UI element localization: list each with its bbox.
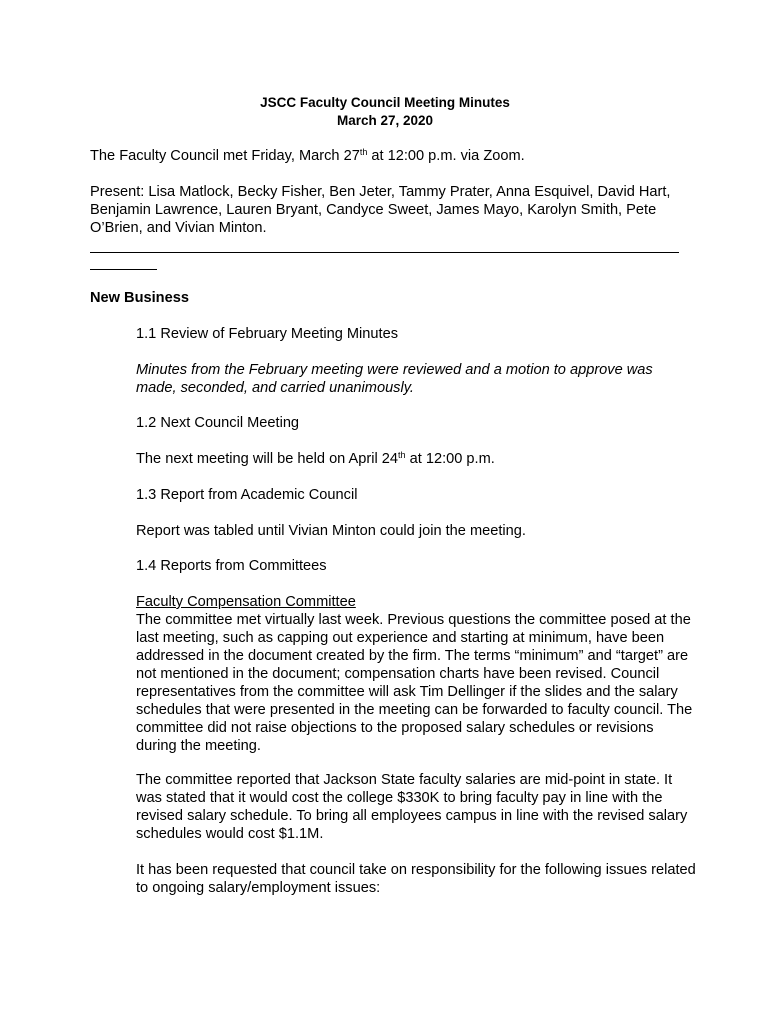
separator-line xyxy=(90,252,679,253)
item-1-3-heading: 1.3 Report from Academic Council xyxy=(136,487,358,503)
next-meeting-time: at 12:00 p.m. xyxy=(405,451,495,467)
next-meeting-ordinal: th xyxy=(398,450,406,460)
committee-report: The committee met virtually last week. Previous questions the committee posed at the last meeting, such as capping out experience and starting at minimum, have been addressed in the document created by the firm. The terms “minimum” and “target” are not mentioned in the document; compensation charts have been revised. Council representatives from the committee will ask Tim Dellinger if the slides and the salary schedules that were presented in the meeting can be forwarded to faculty council. The committee did not raise objections to the proposed salary schedules or revisions during the meeting. xyxy=(136,612,693,754)
item-1-4-heading: 1.4 Reports from Committees xyxy=(136,558,327,574)
item-1-2-heading: 1.2 Next Council Meeting xyxy=(136,415,300,431)
salaries-report: The committee reported that Jackson State faculty salaries are mid-point in state. It was stated that it would cost the college $330K to bring faculty pay in line with the revised salary schedule. To bring all employees campus in line with the revised salary schedules would cost $1.1M. xyxy=(136,772,688,842)
meeting-date: March 27, 2020 xyxy=(336,113,434,128)
item-1-1-heading: 1.1 Review of February Meeting Minutes xyxy=(136,326,398,342)
committee-section xyxy=(136,593,696,755)
attendance-list: Present: Lisa Matlock, Becky Fisher, Ben Jeter, Tammy Prater, Anna Esquivel, David Hart, Benjamin Lawrence, Lauren Bryant, Candyce Sweet, James Mayo, Karolyn Smith, Pete O’Brien, and Vivian Minton. xyxy=(90,184,671,236)
meeting-intro-text: The Faculty Council met Friday, March 27 xyxy=(90,148,360,164)
item-1-2-body xyxy=(136,450,696,468)
meeting-intro-ordinal: th xyxy=(359,147,368,157)
document-title: JSCC Faculty Council Meeting Minutes xyxy=(260,95,510,110)
new-business-heading: New Business xyxy=(90,290,189,306)
item-1-3-body: Report was tabled until Vivian Minton could join the meeting. xyxy=(136,523,526,539)
meeting-intro-time: at 12:00 p.m. via Zoom. xyxy=(367,148,525,164)
item-1-1-body: Minutes from the February meeting were reviewed and a motion to approve was made, seconded, and carried unanimously. xyxy=(136,362,653,396)
responsibility-request: It has been requested that council take on responsibility for the following issues related to ongoing salary/employment issues: xyxy=(136,862,696,896)
separator-line-tail xyxy=(90,269,157,270)
committee-name: Faculty Compensation Committee xyxy=(136,594,356,610)
next-meeting-text: The next meeting will be held on April 24 xyxy=(136,451,399,467)
meeting-intro xyxy=(90,147,690,165)
